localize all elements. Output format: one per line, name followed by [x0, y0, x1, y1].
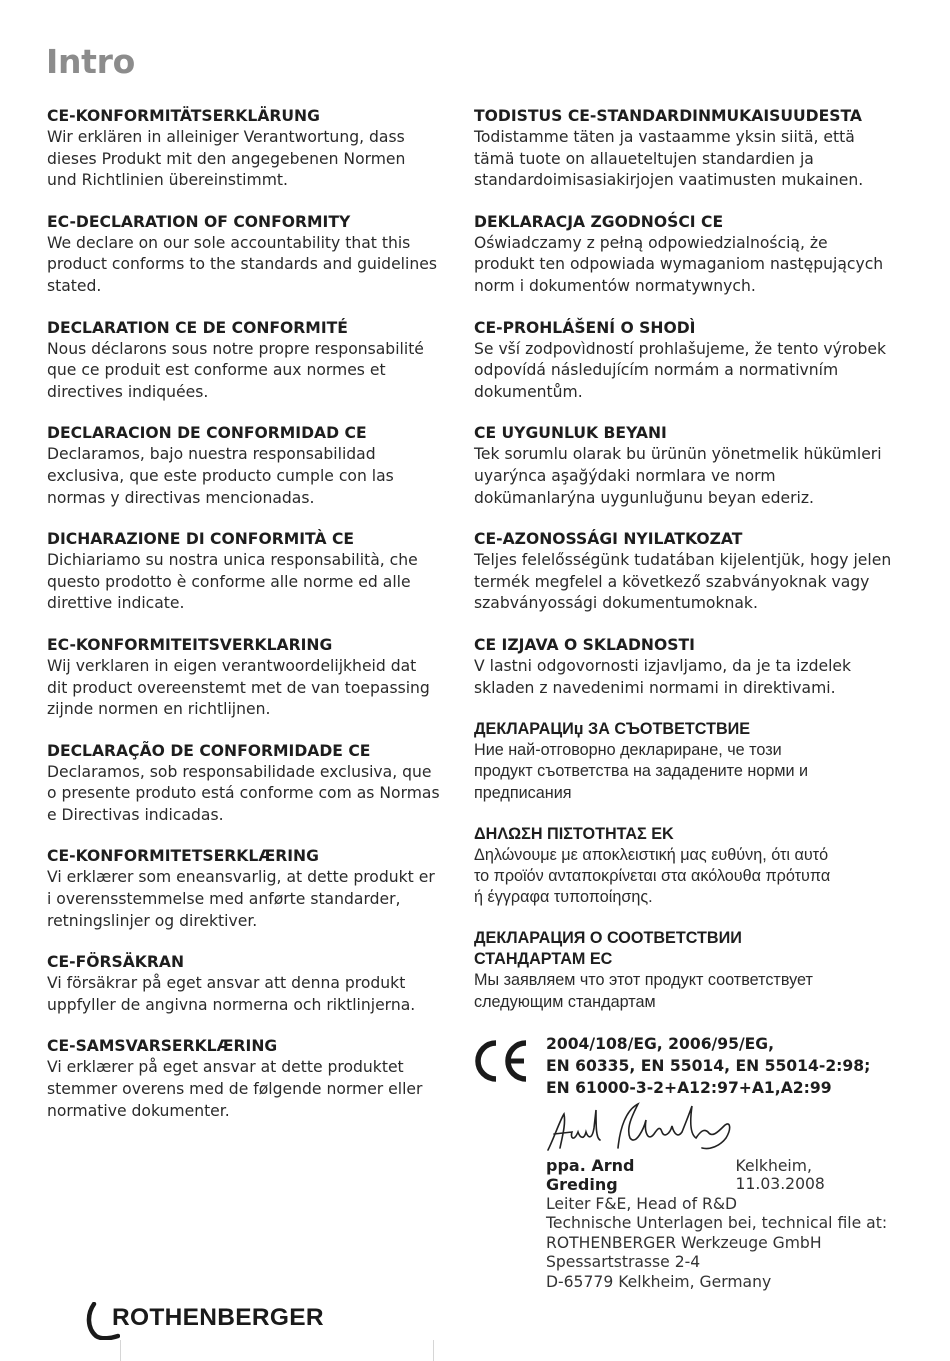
- declaration-text: Todistamme täten ja vastaamme yksin siitä, että tämä tuote on allaueteltujen standardien ja standardoimisasiakirjojen vaatimusten mukainen.: [474, 128, 864, 190]
- declaration-section: [474, 318, 914, 404]
- declaration-text: Se vší zodpovìdností prohlašujeme, že tento výrobek odpovídá následujícím normám a normativním dokumentům.: [474, 339, 887, 401]
- declaration-text: V lastni odgovornosti izjavljamo, da je ta izdelek skladen z navedenimi normami in direktivami.: [474, 656, 852, 697]
- technical-file-address: Technische Unterlagen bei, technical file at: ROTHENBERGER Werkzeuge GmbH Spessartstrasse 2-4 D-65779 Kelkheim, Germany: [546, 1214, 888, 1291]
- declaration-text: Nous déclarons sous notre propre responsabilité que ce produit est conforme aux normes et directives indiquées.: [47, 339, 424, 401]
- declaration-heading: TODISTUS CE-STANDARDINMUKAISUUDESTA: [474, 107, 863, 125]
- declaration-section: [474, 928, 914, 1012]
- declaration-section: [47, 952, 452, 1016]
- declaration-heading: CE-KONFORMITÄTSERKLÄRUNG: [47, 107, 320, 125]
- declaration-text: Vi erklærer som eneansvarlig, at dette produkt er i overensstemmelse med anførte standarder, retningslinjer og direktiver.: [47, 868, 435, 930]
- declaration-text: We declare on our sole accountability that this product conforms to the standards and guidelines stated.: [47, 233, 437, 295]
- standards-list: 2004/108/EG, 2006/95/EG, EN 60335, EN 55014, EN 55014-2:98; EN 61000-3-2+A12:97+A1,A2:99: [546, 1035, 871, 1097]
- declaration-heading: DICHARAZIONE DI CONFORMITÀ CE: [47, 530, 355, 549]
- declaration-heading: CE-SAMSVARSERKLÆRING: [47, 1037, 278, 1056]
- declaration-section: [47, 212, 452, 298]
- declaration-section: [474, 529, 914, 615]
- declaration-section: [47, 529, 452, 615]
- declaration-section: [474, 719, 914, 804]
- declaration-section: [474, 106, 914, 192]
- footer-rule: [120, 1340, 121, 1361]
- declaration-heading: CE UYGUNLUK BEYANI: [474, 424, 667, 443]
- rothenberger-logo: [86, 1300, 346, 1340]
- declaration-text: Declaramos, bajo nuestra responsabilidad exclusiva, que este producto cumple con las normas y directivas mencionadas.: [47, 445, 394, 507]
- declaration-section: [47, 741, 452, 827]
- footer-rule: [433, 1340, 434, 1361]
- declaration-text: Ние най-отговорно деклариране, че този продукт съответства на зададените норми и предписания: [474, 741, 809, 802]
- declaration-heading: DEKLARACJA ZGODNOŚCI CE: [474, 212, 724, 231]
- declaration-heading: CE-AZONOSSÁGI NYILATKOZAT: [474, 530, 743, 549]
- signatory-role: Leiter F&E, Head of R&D: [546, 1195, 738, 1213]
- declaration-heading: ДЕКЛАРАЦИЯ О СООТВЕТСТВИИ СТАНДАРТАМ ЕС: [474, 929, 742, 969]
- declaration-heading: CE-FÖRSÄKRAN: [47, 953, 184, 972]
- declaration-text: Oświadczamy z pełną odpowiedzialnością, że produkt ten odpowiada wymaganiom następujących norm i dokumentów normatywnych.: [474, 233, 884, 295]
- declaration-section: [474, 635, 914, 699]
- logo-wordmark: ROTHENBERGER: [112, 1304, 324, 1331]
- declaration-section: [47, 1036, 452, 1122]
- declaration-text: Vi försäkrar på eget ansvar att denna produkt uppfyller de angivna normerna och riktlinjerna.: [47, 974, 416, 1014]
- declaration-section: [474, 423, 914, 509]
- declaration-text: Dichiariamo su nostra unica responsabilità, che questo prodotto è conforme alle norme ed alle direttive indicate.: [47, 551, 418, 613]
- ce-mark-icon: [474, 1039, 530, 1083]
- declaration-heading: CE-PROHLÁŠENÍ O SHODÌ: [474, 318, 696, 337]
- declaration-text: Wir erklären in alleiniger Verantwortung, dass dieses Produkt mit den angegebenen Normen und Richtlinien übereinstimmt.: [47, 128, 406, 190]
- declaration-section: [47, 106, 452, 192]
- left-column: [47, 106, 452, 1142]
- right-column: [474, 106, 914, 1033]
- signatory-block: [546, 1156, 906, 1215]
- declaration-heading: DECLARACION DE CONFORMIDAD CE: [47, 424, 367, 443]
- page-title: Intro: [46, 42, 135, 81]
- ce-conformity-block: [474, 1033, 914, 1103]
- declaration-heading: DECLARAÇÃO DE CONFORMIDADE CE: [47, 741, 371, 760]
- signature-image: [540, 1098, 740, 1158]
- declaration-section: [47, 318, 452, 404]
- declaration-heading: CE IZJAVA O SKLADNOSTI: [474, 635, 695, 654]
- declaration-section: [474, 212, 914, 298]
- declaration-text: Tek sorumlu olarak bu ürünün yönetmelik hükümleri uyarýnca aşağýdaki normlara ve norm dokümanlarýna uygunluğunu beyan ederiz.: [474, 445, 882, 507]
- signatory-name: ppa. Arnd Greding: [546, 1156, 635, 1194]
- declaration-section: [474, 824, 914, 909]
- declaration-heading: ДЕКЛАРАЦИџ ЗА СЪОТВЕТСТВИЕ: [474, 720, 751, 739]
- declaration-text: Vi erklærer på eget ansvar at dette produktet stemmer overens med de følgende normer eller normative dokumenter.: [47, 1058, 423, 1120]
- declaration-text: Δηλώνουμε με αποκλειστική μας ευθύνη, ότι αυτό το προϊόν ανταποκρίνεται στα ακόλουθα πρότυπα ή έγγραφα τυποποίησης.: [474, 845, 831, 907]
- declaration-text: Мы заявляем что этот продукт соответствует следующим стандартам: [474, 971, 813, 1011]
- declaration-heading: EC-KONFORMITEITSVERKLARING: [47, 635, 333, 654]
- declaration-section: [47, 635, 452, 721]
- place-and-date: Kelkheim, 11.03.2008: [735, 1157, 825, 1193]
- declaration-section: [47, 423, 452, 509]
- declaration-text: Declaramos, sob responsabilidade exclusiva, que o presente produto está conforme com as Normas e Directivas indicadas.: [47, 762, 440, 824]
- declaration-heading: ΔΗΛΩΣΗ ΠΙΣΤΟΤΗΤΑΣ ΕΚ: [474, 824, 674, 843]
- declaration-text: Wij verklaren in eigen verantwoordelijkheid dat dit product overeenstemt met de van toepassing zijnde normen en richtlijnen.: [47, 656, 430, 719]
- declaration-heading: CE-KONFORMITETSERKLÆRING: [47, 847, 319, 866]
- declaration-heading: DECLARATION CE DE CONFORMITÉ: [47, 318, 348, 337]
- declaration-text: Teljes felelősségünk tudatában kijelentjük, hogy jelen termék megfelel a következő szabványoknak vagy szabványossági dokumentumoknak.: [474, 551, 892, 613]
- declaration-heading: EC-DECLARATION OF CONFORMITY: [47, 212, 351, 231]
- declaration-section: [47, 846, 452, 932]
